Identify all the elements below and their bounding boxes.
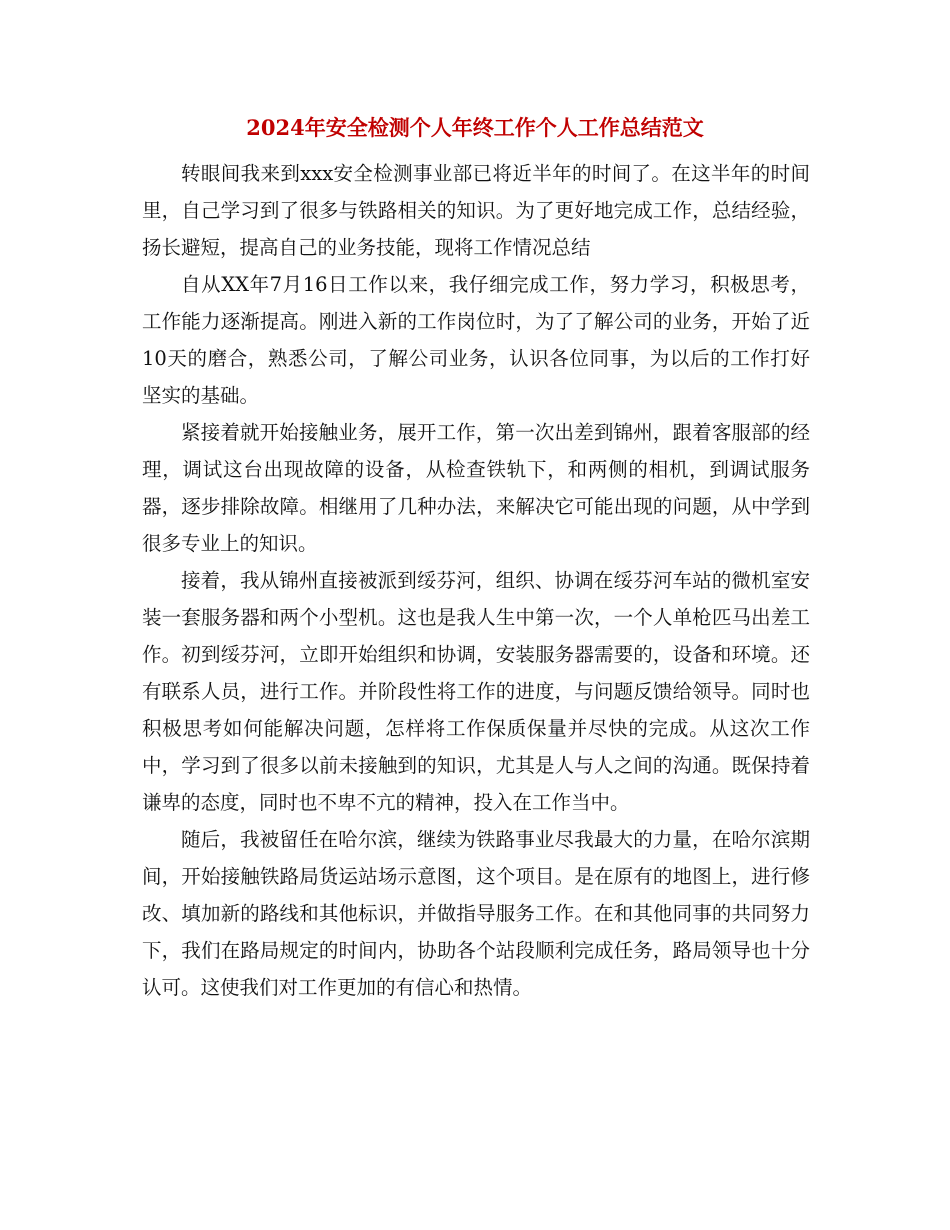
paragraph-3: 紧接着就开始接触业务，展开工作，第一次出差到锦州，跟着客服部的经理，调试这台出现故障的设备，从检查铁轨下，和两侧的相机，到调试服务器，逐步排除故障。相继用了几种办法，来解决它可能出现的问题，从中学到很多专业上的知识。 [142, 421, 810, 555]
document-title: 2024年安全检测个人年终工作个人工作总结范文 [246, 115, 704, 140]
paragraph-2: 自从XX年7月16日工作以来，我仔细完成工作，努力学习，积极思考，工作能力逐渐提高。刚进入新的工作岗位时，为了了解公司的业务，开始了近10天的磨合，熟悉公司，了解公司业务，认识各位同事，为以后的工作打好坚实的基础。 [142, 273, 810, 407]
paragraph-1: 转眼间我来到xxx安全检测事业部已将近半年的时间了。在这半年的时间里，自己学习到了很多与铁路相关的知识。为了更好地完成工作，总结经验，扬长避短，提高自己的业务技能，现将工作情况总结 [142, 162, 810, 259]
document-body [142, 155, 810, 1006]
paragraph-5: 随后，我被留任在哈尔滨，继续为铁路事业尽我最大的力量，在哈尔滨期间，开始接触铁路局货运站场示意图，这个项目。是在原有的地图上，进行修改、填加新的路线和其他标识，并做指导服务工作。在和其他同事的共同努力下，我们在路局规定的时间内，协助各个站段顺利完成任务，路局领导也十分认可。这使我们对工作更加的有信心和热情。 [142, 828, 810, 999]
paragraph-4: 接着，我从锦州直接被派到绥芬河，组织、协调在绥芬河车站的微机室安装一套服务器和两个小型机。这也是我人生中第一次，一个人单枪匹马出差工作。初到绥芬河，立即开始组织和协调，安装服务器需要的，设备和环境。还有联系人员，进行工作。并阶段性将工作的进度，与问题反馈给领导。同时也积极思考如何能解决问题，怎样将工作保质保量并尽快的完成。从这次工作中，学习到了很多以前未接触到的知识，尤其是人与人之间的沟通。既保持着谦卑的态度，同时也不卑不亢的精神，投入在工作当中。 [142, 569, 810, 814]
